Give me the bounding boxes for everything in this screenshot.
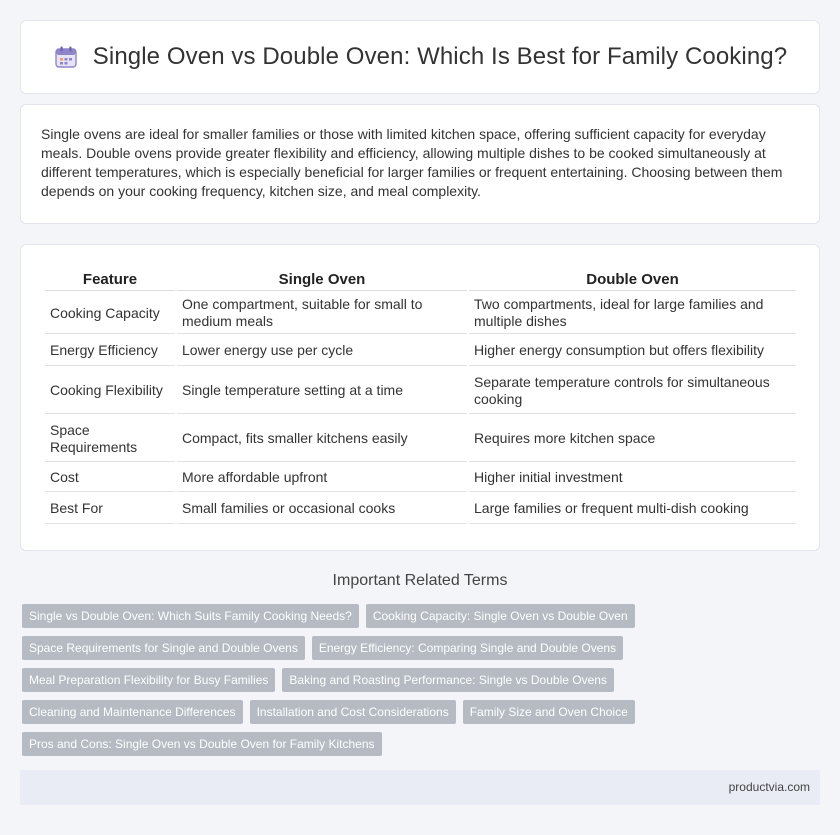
page-title: Single Oven vs Double Oven: Which Is Best for Family Cooking? [92,43,788,70]
table-row [45,416,796,462]
table-row [45,494,796,524]
table-row [45,368,796,414]
header-card [20,20,820,94]
related-tag[interactable]: Installation and Cost Considerations [250,700,456,724]
row-double: Requires more kitchen space [469,416,796,462]
related-tag[interactable]: Family Size and Oven Choice [463,700,635,724]
comparison-card [20,244,820,551]
footer [20,770,820,805]
intro-card [20,104,820,224]
table-row [45,464,796,492]
table-header-row [45,267,796,291]
header-single-oven: Single Oven [177,267,467,291]
row-feature: Cost [45,464,175,492]
related-tag[interactable]: Space Requirements for Single and Double Ovens [22,636,305,660]
related-tag[interactable]: Energy Efficiency: Comparing Single and Double Ovens [312,636,623,660]
related-tag[interactable]: Baking and Roasting Performance: Single vs Double Ovens [282,668,614,692]
row-feature: Space Requirements [45,416,175,462]
header-feature: Feature [45,267,175,291]
related-terms-title: Important Related Terms [332,572,508,589]
row-double: Separate temperature controls for simultaneous cooking [469,368,796,414]
row-single: Single temperature setting at a time [177,368,467,414]
related-tags [22,604,802,756]
comparison-table [43,265,798,526]
row-single: Small families or occasional cooks [177,494,467,524]
related-tag[interactable]: Meal Preparation Flexibility for Busy Families [22,668,275,692]
row-feature: Cooking Capacity [45,293,175,334]
calendar-icon [53,44,79,70]
related-tag[interactable]: Single vs Double Oven: Which Suits Family Cooking Needs? [22,604,359,628]
row-single: Lower energy use per cycle [177,336,467,366]
title-wrap [53,43,787,71]
header-double-oven: Double Oven [469,267,796,291]
intro-paragraph: Single ovens are ideal for smaller families or those with limited kitchen space, offering sufficient capacity for everyday meals. Double ovens provide greater flexibility and efficiency, allowing multiple dishes to be cooked simultaneously at different temperatures, which is especially beneficial for larger families or frequent entertaining. Choosing between them depends on your cooking frequency, kitchen size, and meal complexity. [41,126,783,199]
row-double: Higher energy consumption but offers flexibility [469,336,796,366]
row-double: Large families or frequent multi-dish cooking [469,494,796,524]
footer-site-link[interactable]: productvia.com [728,780,810,794]
row-feature: Energy Efficiency [45,336,175,366]
row-double: Two compartments, ideal for large families and multiple dishes [469,293,796,334]
table-row [45,293,796,334]
row-single: Compact, fits smaller kitchens easily [177,416,467,462]
related-tag[interactable]: Cooking Capacity: Single Oven vs Double Oven [366,604,635,628]
row-feature: Cooking Flexibility [45,368,175,414]
row-double: Higher initial investment [469,464,796,492]
row-single: More affordable upfront [177,464,467,492]
related-tag[interactable]: Pros and Cons: Single Oven vs Double Oven for Family Kitchens [22,732,382,756]
related-tag[interactable]: Cleaning and Maintenance Differences [22,700,243,724]
row-single: One compartment, suitable for small to medium meals [177,293,467,334]
table-row [45,336,796,366]
row-feature: Best For [45,494,175,524]
